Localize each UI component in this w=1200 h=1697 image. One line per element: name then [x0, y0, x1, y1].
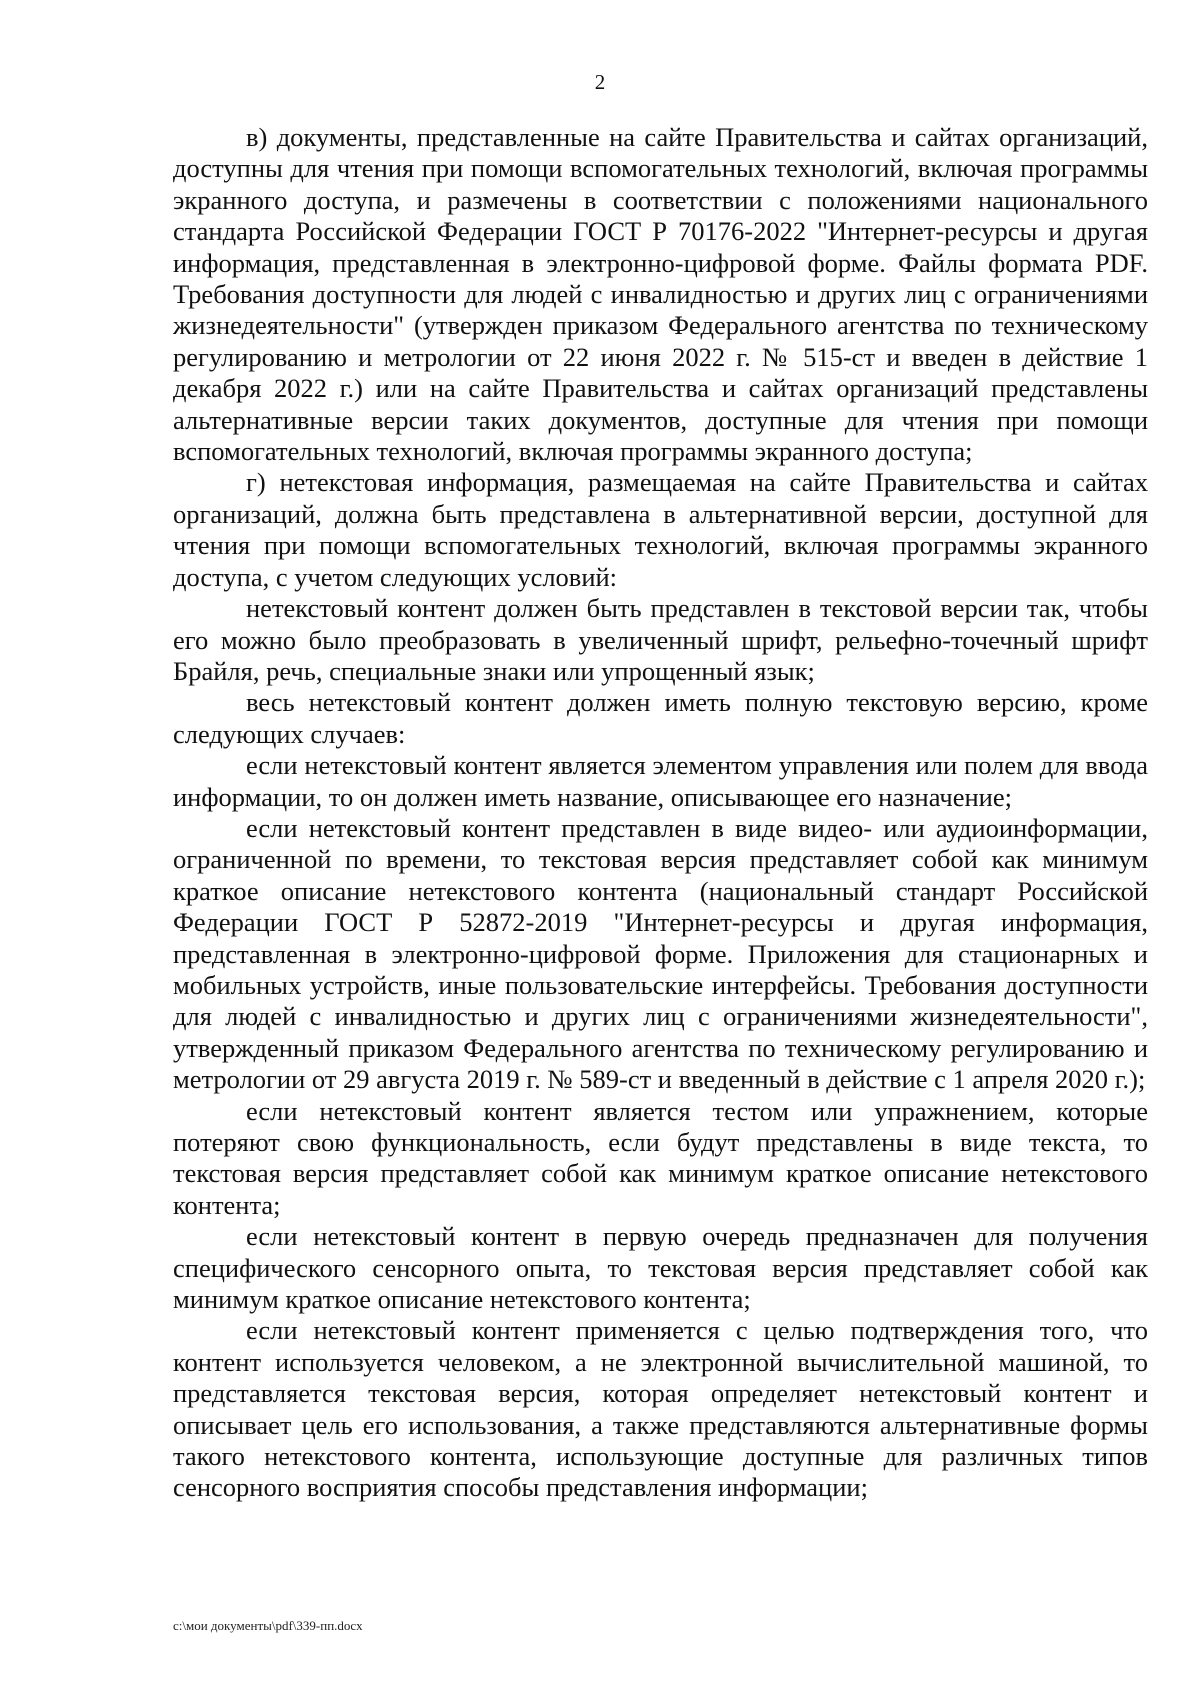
- paragraph-time-based-media: если нетекстовый контент представлен в виде видео- или аудиоинформации, ограниченной по времени, то текстовая версия представляет собой как минимум краткое описание нетекстового контента (национальный стандарт Российской Федерации ГОСТ Р 52872-2019 "Интернет-ресурсы и другая информация, представленная в электронно-цифровой форме. Приложения для стационарных и мобильных устройств, иные пользовательские интерфейсы. Требования доступности для людей с инвалидностью и других лиц с ограничениями жизнедеятельности", утвержденный приказом Федерального агентства по техническому регулированию и метрологии от 29 августа 2019 г. № 589-ст и введенный в действие с 1 апреля 2020 г.);: [173, 812, 1148, 1095]
- paragraph-control-or-input-field: если нетекстовый контент является элементом управления или полем для ввода информации, то он должен иметь название, описывающее его назначение;: [173, 750, 1148, 812]
- paragraph-text-version-conversion: нетекстовый контент должен быть представлен в текстовой версии так, чтобы его можно было преобразовать в увеличенный шрифт, рельефно-точечный шрифт Брайля, речь, специальные знаки или упрощенный язык;: [173, 593, 1148, 686]
- page-number: 2: [594, 70, 606, 94]
- paragraph-v-pdf-documents: в) документы, представленные на сайте Правительства и сайтах организаций, доступны для чтения при помощи вспомогательных технологий, включая программы экранного доступа, и размечены в соответствии с положениями национального стандарта Российской Федерации ГОСТ Р 70176-2022 "Интернет-ресурсы и другая информация, представленная в электронно-цифровой форме. Файлы формата PDF. Требования доступности для людей с инвалидностью и других лиц с ограничениями жизнедеятельности" (утвержден приказом Федерального агентства по техническому регулированию и метрологии от 22 июня 2022 г. № 515-ст и введен в действие 1 декабря 2022 г.) или на сайте Правительства и сайтах организаций представлены альтернативные версии таких документов, доступные для чтения при помощи вспомогательных технологий, включая программы экранного доступа;: [173, 122, 1148, 467]
- paragraph-sensory-experience: если нетекстовый контент в первую очередь предназначен для получения специфического сенсорного опыта, то текстовая версия представляет собой как минимум краткое описание нетекстового контента;: [173, 1221, 1148, 1315]
- paragraph-captcha: если нетекстовый контент применяется с целью подтверждения того, что контент используется человеком, а не электронной вычислительной машиной, то представляется текстовая версия, которая определяет нетекстовый контент и описывает цель его использования, а также представляются альтернативные формы такого нетекстового контента, использующие доступные для различных типов сенсорного восприятия способы представления информации;: [173, 1315, 1148, 1503]
- document-body: [173, 122, 1148, 1504]
- paragraph-test-or-exercise: если нетекстовый контент является тестом или упражнением, которые потеряют свою функциональность, если будут представлены в виде текста, то текстовая версия представляет собой как минимум краткое описание нетекстового контента;: [173, 1095, 1148, 1220]
- paragraph-full-text-version-exceptions: весь нетекстовый контент должен иметь полную текстовую версию, кроме следующих случаев:: [173, 687, 1148, 749]
- footer-file-path: c:\мои документы\pdf\339-пп.docx: [173, 1618, 363, 1633]
- paragraph-g-non-text-information: г) нетекстовая информация, размещаемая на сайте Правительства и сайтах организаций, должна быть представлена в альтернативной версии, доступной для чтения при помощи вспомогательных технологий, включая программы экранного доступа, с учетом следующих условий:: [173, 467, 1148, 592]
